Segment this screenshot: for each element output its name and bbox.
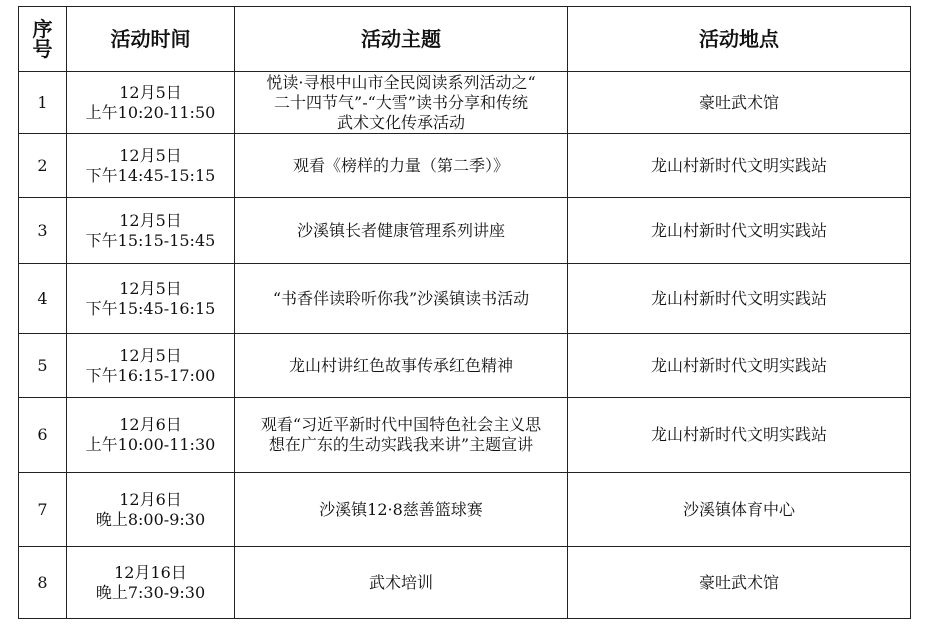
cell-time	[67, 334, 235, 398]
cell-place: 豪吐武术馆	[568, 547, 911, 619]
activity-date: 12月6日	[119, 489, 182, 509]
table-row	[19, 473, 911, 547]
table-body	[19, 72, 911, 619]
activity-topic-line: 想在广东的生动实践我来讲”主题宣讲	[268, 435, 534, 454]
header-index: 序号	[19, 7, 67, 72]
activity-time: 下午15:45-16:15	[85, 298, 216, 318]
activity-time: 下午15:15-15:45	[85, 230, 216, 250]
activity-topic-line: 二十四节气”-“大雪”读书分享和传统	[274, 92, 528, 112]
cell-place: 龙山村新时代文明实践站	[568, 198, 911, 264]
activity-topic-line: 观看《榜样的力量（第二季）》	[292, 155, 509, 175]
table-row	[19, 198, 911, 264]
cell-time	[67, 398, 235, 473]
cell-index: 7	[19, 473, 67, 547]
cell-time	[67, 264, 235, 334]
activity-time: 晚上7:30-9:30	[95, 582, 206, 602]
cell-time	[67, 198, 235, 264]
cell-time	[67, 134, 235, 198]
header-topic: 活动主题	[235, 7, 568, 72]
cell-topic	[235, 547, 568, 619]
activity-time: 晚上8:00-9:30	[95, 509, 206, 529]
activity-time: 上午10:00-11:30	[85, 435, 216, 454]
activity-topic-line: 悦读·寻根中山市全民阅读系列活动之“	[266, 72, 536, 92]
table-row	[19, 547, 911, 619]
cell-place: 龙山村新时代文明实践站	[568, 398, 911, 473]
activity-date: 12月5日	[119, 82, 182, 102]
cell-index: 2	[19, 134, 67, 198]
activity-topic-line: 武术文化传承活动	[336, 112, 465, 132]
activity-topic-line: 观看“习近平新时代中国特色社会主义思	[260, 415, 542, 434]
header-place: 活动地点	[568, 7, 911, 72]
activity-date: 12月16日	[114, 562, 187, 582]
activity-date: 12月5日	[119, 278, 182, 298]
header-row	[19, 7, 911, 72]
activity-topic-line: “书香伴读聆听你我”沙溪镇读书活动	[272, 288, 530, 308]
table-row	[19, 334, 911, 398]
cell-place: 龙山村新时代文明实践站	[568, 334, 911, 398]
cell-time	[67, 72, 235, 134]
cell-topic	[235, 473, 568, 547]
activity-topic-line: 武术培训	[368, 572, 433, 592]
cell-topic	[235, 334, 568, 398]
cell-index: 3	[19, 198, 67, 264]
cell-index: 1	[19, 72, 67, 134]
cell-topic	[235, 72, 568, 134]
activity-topic-line: 沙溪镇长者健康管理系列讲座	[296, 220, 505, 240]
activity-date: 12月5日	[119, 145, 182, 165]
activity-topic-line: 沙溪镇12·8慈善篮球赛	[319, 499, 483, 519]
activity-time: 下午16:15-17:00	[85, 365, 216, 385]
activity-topic-line: 龙山村讲红色故事传承红色精神	[288, 355, 513, 375]
cell-index: 6	[19, 398, 67, 473]
cell-place: 豪吐武术馆	[568, 72, 911, 134]
cell-topic	[235, 198, 568, 264]
activity-date: 12月5日	[119, 210, 182, 230]
cell-place: 沙溪镇体育中心	[568, 473, 911, 547]
cell-place: 龙山村新时代文明实践站	[568, 134, 911, 198]
activity-schedule-table	[18, 6, 911, 619]
activity-time: 上午10:20-11:50	[85, 102, 216, 122]
cell-topic	[235, 134, 568, 198]
cell-topic	[235, 398, 568, 473]
cell-index: 4	[19, 264, 67, 334]
activity-date: 12月5日	[119, 345, 182, 365]
cell-index: 5	[19, 334, 67, 398]
cell-time	[67, 547, 235, 619]
table-row	[19, 72, 911, 134]
table-row	[19, 398, 911, 473]
cell-place: 龙山村新时代文明实践站	[568, 264, 911, 334]
cell-time	[67, 473, 235, 547]
cell-topic	[235, 264, 568, 334]
cell-index: 8	[19, 547, 67, 619]
activity-time: 下午14:45-15:15	[85, 165, 216, 185]
activity-date: 12月6日	[119, 415, 182, 434]
header-time: 活动时间	[67, 7, 235, 72]
table-row	[19, 134, 911, 198]
table-row	[19, 264, 911, 334]
